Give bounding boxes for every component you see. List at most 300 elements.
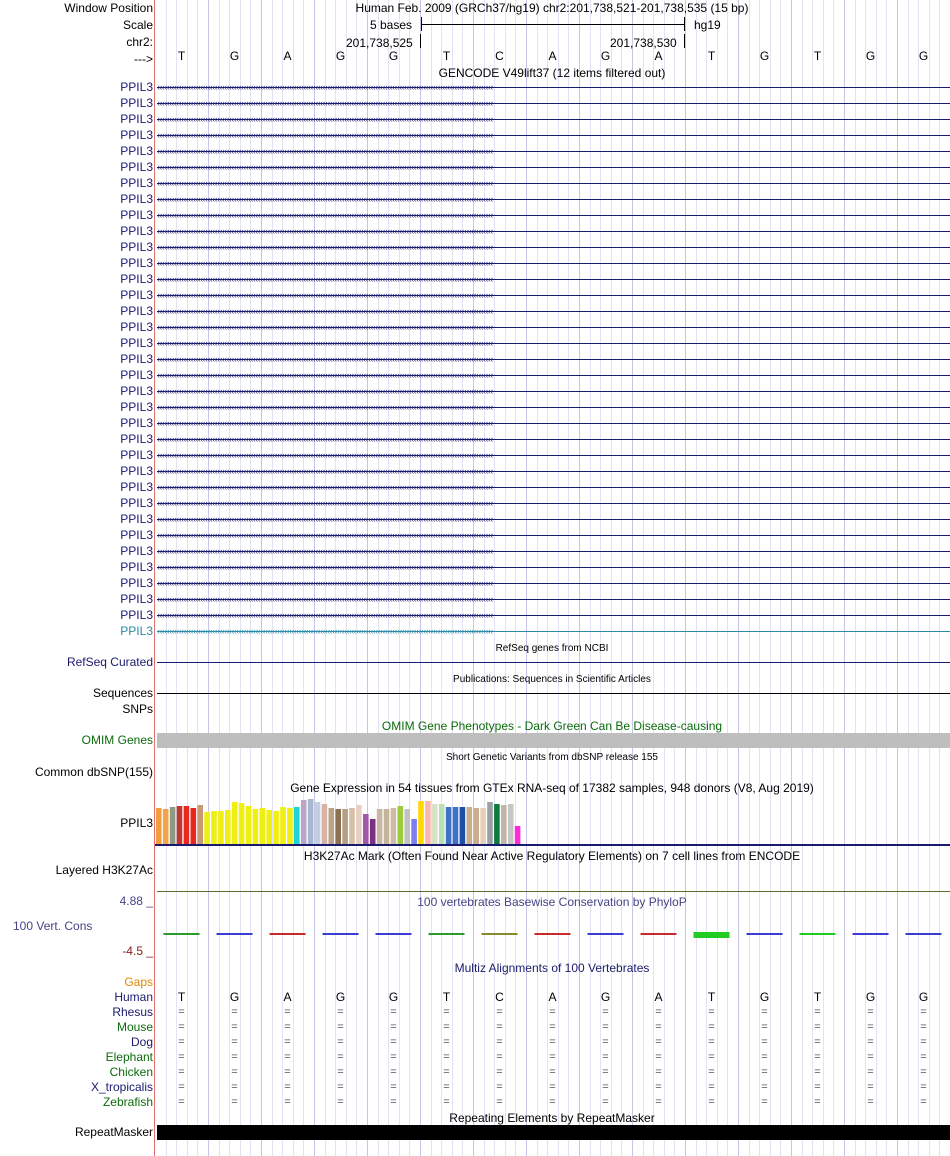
strand-arrows: ‹‹‹‹‹‹‹‹‹‹‹‹‹‹‹‹‹‹‹‹‹‹‹‹‹‹‹‹‹‹‹‹‹‹‹‹‹‹‹‹‹‹‹‹‹‹‹‹‹‹‹‹‹‹‹‹‹‹‹‹‹‹‹‹‹‹‹‹‹‹‹‹‹‹‹‹‹‹‹‹‹‹‹‹‹‹‹‹‹‹‹‹‹‹‹‹‹‹‹‹‹‹‹‹‹‹‹‹‹‹‹‹‹‹‹‹‹‹‹‹‹‹‹‹‹‹‹‹‹‹‹‹‹‹‹‹‹‹‹‹ — [157, 402, 493, 412]
gencode-transcript-label[interactable]: PPIL3 — [120, 544, 153, 558]
gtex-tissue-bar[interactable] — [204, 812, 210, 844]
phylop-base-score — [800, 933, 836, 935]
multiz-match-mark: = — [602, 1021, 609, 1033]
strand-arrow-label: ---> — [134, 52, 153, 66]
sequence-base: A — [654, 49, 663, 63]
gtex-tissue-bar[interactable] — [273, 811, 279, 844]
gtex-tissue-bar[interactable] — [232, 802, 238, 844]
multiz-match-mark: = — [814, 1051, 821, 1063]
multiz-match-mark: = — [178, 1096, 185, 1108]
multiz-match-mark: = — [814, 1066, 821, 1078]
multiz-species-label[interactable]: Mouse — [116, 1020, 153, 1034]
multiz-match-mark: = — [549, 1051, 556, 1063]
gencode-transcript-label[interactable]: PPIL3 — [120, 320, 153, 334]
multiz-match-mark: = — [708, 1021, 715, 1033]
multiz-match-mark: = — [231, 1021, 238, 1033]
scale-bases-text: 5 bases — [370, 18, 413, 32]
gtex-tissue-bar[interactable] — [370, 819, 376, 844]
strand-arrows: ‹‹‹‹‹‹‹‹‹‹‹‹‹‹‹‹‹‹‹‹‹‹‹‹‹‹‹‹‹‹‹‹‹‹‹‹‹‹‹‹‹‹‹‹‹‹‹‹‹‹‹‹‹‹‹‹‹‹‹‹‹‹‹‹‹‹‹‹‹‹‹‹‹‹‹‹‹‹‹‹‹‹‹‹‹‹‹‹‹‹‹‹‹‹‹‹‹‹‹‹‹‹‹‹‹‹‹‹‹‹‹‹‹‹‹‹‹‹‹‹‹‹‹‹‹‹‹‹‹‹‹‹‹‹‹‹‹‹‹‹ — [157, 546, 493, 556]
gencode-transcript-label[interactable]: PPIL3 — [120, 416, 153, 430]
multiz-match-mark: = — [390, 1066, 397, 1078]
gtex-tissue-bar[interactable] — [225, 810, 231, 844]
snps-track-label[interactable]: SNPs — [122, 702, 153, 716]
window-position-label: Window Position — [64, 1, 153, 15]
gtex-tissue-bar[interactable] — [377, 809, 383, 844]
multiz-match-mark: = — [761, 1081, 768, 1093]
sequence-base: T — [813, 49, 822, 63]
multiz-match-mark: = — [231, 1081, 238, 1093]
multiz-match-mark: = — [337, 1021, 344, 1033]
multiz-match-mark: = — [920, 1081, 927, 1093]
gtex-tissue-bar[interactable] — [439, 804, 445, 844]
multiz-species-label[interactable]: Human — [114, 990, 153, 1004]
multiz-species-label[interactable]: X_tropicalis — [90, 1080, 153, 1094]
multiz-match-mark: = — [337, 1036, 344, 1048]
h3k27ac-track-label[interactable]: Layered H3K27Ac — [55, 863, 153, 877]
h3k27ac-track-title: H3K27Ac Mark (Often Found Near Active Regulatory Elements) on 7 cell lines from ENCODE — [303, 849, 801, 863]
gtex-tissue-bar[interactable] — [480, 808, 486, 844]
multiz-match-mark: = — [602, 1081, 609, 1093]
gtex-tissue-bar[interactable] — [266, 810, 272, 844]
multiz-match-mark: = — [602, 1006, 609, 1018]
strand-arrows: ‹‹‹‹‹‹‹‹‹‹‹‹‹‹‹‹‹‹‹‹‹‹‹‹‹‹‹‹‹‹‹‹‹‹‹‹‹‹‹‹‹‹‹‹‹‹‹‹‹‹‹‹‹‹‹‹‹‹‹‹‹‹‹‹‹‹‹‹‹‹‹‹‹‹‹‹‹‹‹‹‹‹‹‹‹‹‹‹‹‹‹‹‹‹‹‹‹‹‹‹‹‹‹‹‹‹‹‹‹‹‹‹‹‹‹‹‹‹‹‹‹‹‹‹‹‹‹‹‹‹‹‹‹‹‹‹‹‹‹‹ — [157, 146, 493, 156]
gtex-track-label[interactable]: PPIL3 — [120, 816, 153, 830]
strand-arrows: ‹‹‹‹‹‹‹‹‹‹‹‹‹‹‹‹‹‹‹‹‹‹‹‹‹‹‹‹‹‹‹‹‹‹‹‹‹‹‹‹‹‹‹‹‹‹‹‹‹‹‹‹‹‹‹‹‹‹‹‹‹‹‹‹‹‹‹‹‹‹‹‹‹‹‹‹‹‹‹‹‹‹‹‹‹‹‹‹‹‹‹‹‹‹‹‹‹‹‹‹‹‹‹‹‹‹‹‹‹‹‹‹‹‹‹‹‹‹‹‹‹‹‹‹‹‹‹‹‹‹‹‹‹‹‹‹‹‹‹‹ — [157, 434, 493, 444]
phylop-conservation-graph[interactable] — [155, 922, 950, 948]
multiz-match-mark: = — [655, 1021, 662, 1033]
multiz-match-mark: = — [284, 1081, 291, 1093]
sequence-base: T — [442, 49, 451, 63]
gtex-tissue-bar[interactable] — [294, 807, 300, 844]
gtex-tissue-bar[interactable] — [308, 799, 314, 844]
strand-arrows: ‹‹‹‹‹‹‹‹‹‹‹‹‹‹‹‹‹‹‹‹‹‹‹‹‹‹‹‹‹‹‹‹‹‹‹‹‹‹‹‹‹‹‹‹‹‹‹‹‹‹‹‹‹‹‹‹‹‹‹‹‹‹‹‹‹‹‹‹‹‹‹‹‹‹‹‹‹‹‹‹‹‹‹‹‹‹‹‹‹‹‹‹‹‹‹‹‹‹‹‹‹‹‹‹‹‹‹‹‹‹‹‹‹‹‹‹‹‹‹‹‹‹‹‹‹‹‹‹‹‹‹‹‹‹‹‹‹‹‹‹ — [157, 322, 493, 332]
gaps-label: Gaps — [124, 975, 153, 989]
gencode-transcript-label[interactable]: PPIL3 — [120, 368, 153, 382]
phylop-base-score — [853, 933, 889, 935]
gencode-transcript-label[interactable]: PPIL3 — [120, 576, 153, 590]
multiz-match-mark: = — [708, 1066, 715, 1078]
multiz-match-mark: = — [178, 1006, 185, 1018]
gtex-baseline — [155, 844, 950, 846]
gtex-tissue-bar[interactable] — [246, 806, 252, 844]
gencode-transcript-label[interactable]: PPIL3 — [120, 176, 153, 190]
strand-arrows: ‹‹‹‹‹‹‹‹‹‹‹‹‹‹‹‹‹‹‹‹‹‹‹‹‹‹‹‹‹‹‹‹‹‹‹‹‹‹‹‹‹‹‹‹‹‹‹‹‹‹‹‹‹‹‹‹‹‹‹‹‹‹‹‹‹‹‹‹‹‹‹‹‹‹‹‹‹‹‹‹‹‹‹‹‹‹‹‹‹‹‹‹‹‹‹‹‹‹‹‹‹‹‹‹‹‹‹‹‹‹‹‹‹‹‹‹‹‹‹‹‹‹‹‹‹‹‹‹‹‹‹‹‹‹‹‹‹‹‹‹ — [157, 210, 493, 220]
multiz-human-base: T — [813, 990, 822, 1004]
multiz-human-base: A — [548, 990, 557, 1004]
gtex-tissue-bar[interactable] — [515, 826, 521, 844]
multiz-human-base: G — [865, 990, 876, 1004]
multiz-match-mark: = — [390, 1036, 397, 1048]
publications-track-line — [157, 693, 950, 694]
gtex-tissue-bar[interactable] — [391, 808, 397, 844]
sequence-base: G — [865, 49, 876, 63]
gencode-transcript-label[interactable]: PPIL3 — [120, 160, 153, 174]
gtex-tissue-bar[interactable] — [398, 806, 404, 844]
multiz-match-mark: = — [920, 1051, 927, 1063]
phylop-min-label: -4.5 _ — [122, 944, 153, 958]
gtex-tissue-bar[interactable] — [301, 800, 307, 844]
multiz-match-mark: = — [602, 1066, 609, 1078]
multiz-match-mark: = — [284, 1021, 291, 1033]
multiz-match-mark: = — [761, 1066, 768, 1078]
gencode-transcript-label[interactable]: PPIL3 — [120, 336, 153, 350]
phylop-base-score — [482, 933, 518, 935]
gencode-transcript-label[interactable]: PPIL3 — [120, 432, 153, 446]
strand-arrows: ‹‹‹‹‹‹‹‹‹‹‹‹‹‹‹‹‹‹‹‹‹‹‹‹‹‹‹‹‹‹‹‹‹‹‹‹‹‹‹‹‹‹‹‹‹‹‹‹‹‹‹‹‹‹‹‹‹‹‹‹‹‹‹‹‹‹‹‹‹‹‹‹‹‹‹‹‹‹‹‹‹‹‹‹‹‹‹‹‹‹‹‹‹‹‹‹‹‹‹‹‹‹‹‹‹‹‹‹‹‹‹‹‹‹‹‹‹‹‹‹‹‹‹‹‹‹‹‹‹‹‹‹‹‹‹‹‹‹‹‹ — [157, 306, 493, 316]
multiz-match-mark: = — [549, 1006, 556, 1018]
dbsnp-track-label[interactable]: Common dbSNP(155) — [34, 765, 153, 779]
scale-bar-left-tick — [421, 17, 422, 31]
phylop-base-score — [429, 933, 465, 935]
multiz-match-mark: = — [602, 1096, 609, 1108]
multiz-match-mark: = — [496, 1096, 503, 1108]
gencode-transcript-label[interactable]: PPIL3 — [120, 528, 153, 542]
strand-arrows: ‹‹‹‹‹‹‹‹‹‹‹‹‹‹‹‹‹‹‹‹‹‹‹‹‹‹‹‹‹‹‹‹‹‹‹‹‹‹‹‹‹‹‹‹‹‹‹‹‹‹‹‹‹‹‹‹‹‹‹‹‹‹‹‹‹‹‹‹‹‹‹‹‹‹‹‹‹‹‹‹‹‹‹‹‹‹‹‹‹‹‹‹‹‹‹‹‹‹‹‹‹‹‹‹‹‹‹‹‹‹‹‹‹‹‹‹‹‹‹‹‹‹‹‹‹‹‹‹‹‹‹‹‹‹‹‹‹‹‹‹ — [157, 626, 493, 636]
multiz-match-mark: = — [337, 1006, 344, 1018]
position-right-tick — [684, 34, 685, 48]
multiz-match-mark: = — [496, 1006, 503, 1018]
multiz-match-mark: = — [178, 1036, 185, 1048]
phylop-track-label[interactable]: 100 Vert. Cons — [13, 919, 93, 933]
multiz-match-mark: = — [655, 1081, 662, 1093]
multiz-human-base: G — [229, 990, 240, 1004]
multiz-human-base: G — [335, 990, 346, 1004]
strand-arrows: ‹‹‹‹‹‹‹‹‹‹‹‹‹‹‹‹‹‹‹‹‹‹‹‹‹‹‹‹‹‹‹‹‹‹‹‹‹‹‹‹‹‹‹‹‹‹‹‹‹‹‹‹‹‹‹‹‹‹‹‹‹‹‹‹‹‹‹‹‹‹‹‹‹‹‹‹‹‹‹‹‹‹‹‹‹‹‹‹‹‹‹‹‹‹‹‹‹‹‹‹‹‹‹‹‹‹‹‹‹‹‹‹‹‹‹‹‹‹‹‹‹‹‹‹‹‹‹‹‹‹‹‹‹‹‹‹‹‹‹‹ — [157, 162, 493, 172]
refseq-track-title: RefSeq genes from NCBI — [495, 643, 609, 654]
scale-bar-right-tick — [684, 17, 685, 31]
multiz-match-mark: = — [708, 1051, 715, 1063]
strand-arrows: ‹‹‹‹‹‹‹‹‹‹‹‹‹‹‹‹‹‹‹‹‹‹‹‹‹‹‹‹‹‹‹‹‹‹‹‹‹‹‹‹‹‹‹‹‹‹‹‹‹‹‹‹‹‹‹‹‹‹‹‹‹‹‹‹‹‹‹‹‹‹‹‹‹‹‹‹‹‹‹‹‹‹‹‹‹‹‹‹‹‹‹‹‹‹‹‹‹‹‹‹‹‹‹‹‹‹‹‹‹‹‹‹‹‹‹‹‹‹‹‹‹‹‹‹‹‹‹‹‹‹‹‹‹‹‹‹‹‹‹‹ — [157, 450, 493, 460]
multiz-match-mark: = — [814, 1006, 821, 1018]
multiz-track-title: Multiz Alignments of 100 Vertebrates — [454, 961, 650, 975]
multiz-match-mark: = — [549, 1096, 556, 1108]
gtex-expression-chart[interactable] — [155, 796, 950, 848]
multiz-match-mark: = — [761, 1006, 768, 1018]
repeatmasker-track-label[interactable]: RepeatMasker — [74, 1125, 153, 1139]
gencode-transcript-label[interactable]: PPIL3 — [120, 192, 153, 206]
gtex-tissue-bar[interactable] — [211, 811, 217, 844]
gtex-tissue-bar[interactable] — [446, 807, 452, 844]
strand-arrows: ‹‹‹‹‹‹‹‹‹‹‹‹‹‹‹‹‹‹‹‹‹‹‹‹‹‹‹‹‹‹‹‹‹‹‹‹‹‹‹‹‹‹‹‹‹‹‹‹‹‹‹‹‹‹‹‹‹‹‹‹‹‹‹‹‹‹‹‹‹‹‹‹‹‹‹‹‹‹‹‹‹‹‹‹‹‹‹‹‹‹‹‹‹‹‹‹‹‹‹‹‹‹‹‹‹‹‹‹‹‹‹‹‹‹‹‹‹‹‹‹‹‹‹‹‹‹‹‹‹‹‹‹‹‹‹‹‹‹‹‹ — [157, 578, 493, 588]
multiz-human-base: A — [283, 990, 292, 1004]
position-right-text: 201,738,530 — [610, 36, 677, 50]
sequence-base: G — [335, 49, 346, 63]
multiz-match-mark: = — [284, 1036, 291, 1048]
gencode-transcript-label[interactable]: PPIL3 — [120, 352, 153, 366]
gencode-transcript-label[interactable]: PPIL3 — [120, 144, 153, 158]
sequence-base: G — [600, 49, 611, 63]
strand-arrows: ‹‹‹‹‹‹‹‹‹‹‹‹‹‹‹‹‹‹‹‹‹‹‹‹‹‹‹‹‹‹‹‹‹‹‹‹‹‹‹‹‹‹‹‹‹‹‹‹‹‹‹‹‹‹‹‹‹‹‹‹‹‹‹‹‹‹‹‹‹‹‹‹‹‹‹‹‹‹‹‹‹‹‹‹‹‹‹‹‹‹‹‹‹‹‹‹‹‹‹‹‹‹‹‹‹‹‹‹‹‹‹‹‹‹‹‹‹‹‹‹‹‹‹‹‹‹‹‹‹‹‹‹‹‹‹‹‹‹‹‹ — [157, 530, 493, 540]
strand-arrows: ‹‹‹‹‹‹‹‹‹‹‹‹‹‹‹‹‹‹‹‹‹‹‹‹‹‹‹‹‹‹‹‹‹‹‹‹‹‹‹‹‹‹‹‹‹‹‹‹‹‹‹‹‹‹‹‹‹‹‹‹‹‹‹‹‹‹‹‹‹‹‹‹‹‹‹‹‹‹‹‹‹‹‹‹‹‹‹‹‹‹‹‹‹‹‹‹‹‹‹‹‹‹‹‹‹‹‹‹‹‹‹‹‹‹‹‹‹‹‹‹‹‹‹‹‹‹‹‹‹‹‹‹‹‹‹‹‹‹‹‹ — [157, 610, 493, 620]
gencode-transcript-label[interactable]: PPIL3 — [120, 400, 153, 414]
gtex-tissue-bar[interactable] — [315, 802, 321, 844]
assembly-position-title: Human Feb. 2009 (GRCh37/hg19) chr2:201,738,521-201,738,535 (15 bp) — [355, 1, 749, 15]
h3k27ac-baseline — [157, 891, 950, 892]
phylop-base-score — [641, 933, 677, 935]
gtex-tissue-bar[interactable] — [342, 809, 348, 844]
multiz-match-mark: = — [814, 1036, 821, 1048]
multiz-match-mark: = — [178, 1081, 185, 1093]
multiz-match-mark: = — [231, 1096, 238, 1108]
strand-arrows: ‹‹‹‹‹‹‹‹‹‹‹‹‹‹‹‹‹‹‹‹‹‹‹‹‹‹‹‹‹‹‹‹‹‹‹‹‹‹‹‹‹‹‹‹‹‹‹‹‹‹‹‹‹‹‹‹‹‹‹‹‹‹‹‹‹‹‹‹‹‹‹‹‹‹‹‹‹‹‹‹‹‹‹‹‹‹‹‹‹‹‹‹‹‹‹‹‹‹‹‹‹‹‹‹‹‹‹‹‹‹‹‹‹‹‹‹‹‹‹‹‹‹‹‹‹‹‹‹‹‹‹‹‹‹‹‹‹‹‹‹ — [157, 274, 493, 284]
multiz-match-mark: = — [549, 1066, 556, 1078]
multiz-species-label[interactable]: Zebrafish — [102, 1095, 153, 1109]
strand-arrows: ‹‹‹‹‹‹‹‹‹‹‹‹‹‹‹‹‹‹‹‹‹‹‹‹‹‹‹‹‹‹‹‹‹‹‹‹‹‹‹‹‹‹‹‹‹‹‹‹‹‹‹‹‹‹‹‹‹‹‹‹‹‹‹‹‹‹‹‹‹‹‹‹‹‹‹‹‹‹‹‹‹‹‹‹‹‹‹‹‹‹‹‹‹‹‹‹‹‹‹‹‹‹‹‹‹‹‹‹‹‹‹‹‹‹‹‹‹‹‹‹‹‹‹‹‹‹‹‹‹‹‹‹‹‹‹‹‹‹‹‹ — [157, 98, 493, 108]
multiz-match-mark: = — [655, 1051, 662, 1063]
gencode-transcript-label[interactable]: PPIL3 — [120, 608, 153, 622]
multiz-match-mark: = — [496, 1036, 503, 1048]
gencode-transcript-label[interactable]: PPIL3 — [120, 592, 153, 606]
sequence-base: A — [548, 49, 557, 63]
strand-arrows: ‹‹‹‹‹‹‹‹‹‹‹‹‹‹‹‹‹‹‹‹‹‹‹‹‹‹‹‹‹‹‹‹‹‹‹‹‹‹‹‹‹‹‹‹‹‹‹‹‹‹‹‹‹‹‹‹‹‹‹‹‹‹‹‹‹‹‹‹‹‹‹‹‹‹‹‹‹‹‹‹‹‹‹‹‹‹‹‹‹‹‹‹‹‹‹‹‹‹‹‹‹‹‹‹‹‹‹‹‹‹‹‹‹‹‹‹‹‹‹‹‹‹‹‹‹‹‹‹‹‹‹‹‹‹‹‹‹‹‹‹ — [157, 82, 493, 92]
sequence-base: T — [177, 49, 186, 63]
phylop-base-score — [747, 933, 783, 935]
multiz-match-mark: = — [867, 1006, 874, 1018]
gencode-transcript-label[interactable]: PPIL3 — [120, 128, 153, 142]
gtex-tissue-bar[interactable] — [404, 809, 410, 844]
strand-arrows: ‹‹‹‹‹‹‹‹‹‹‹‹‹‹‹‹‹‹‹‹‹‹‹‹‹‹‹‹‹‹‹‹‹‹‹‹‹‹‹‹‹‹‹‹‹‹‹‹‹‹‹‹‹‹‹‹‹‹‹‹‹‹‹‹‹‹‹‹‹‹‹‹‹‹‹‹‹‹‹‹‹‹‹‹‹‹‹‹‹‹‹‹‹‹‹‹‹‹‹‹‹‹‹‹‹‹‹‹‹‹‹‹‹‹‹‹‹‹‹‹‹‹‹‹‹‹‹‹‹‹‹‹‹‹‹‹‹‹‹‹ — [157, 178, 493, 188]
gtex-tissue-bar[interactable] — [467, 807, 473, 844]
multiz-match-mark: = — [655, 1036, 662, 1048]
dbsnp-track-title: Short Genetic Variants from dbSNP release 155 — [446, 752, 658, 763]
strand-arrows: ‹‹‹‹‹‹‹‹‹‹‹‹‹‹‹‹‹‹‹‹‹‹‹‹‹‹‹‹‹‹‹‹‹‹‹‹‹‹‹‹‹‹‹‹‹‹‹‹‹‹‹‹‹‹‹‹‹‹‹‹‹‹‹‹‹‹‹‹‹‹‹‹‹‹‹‹‹‹‹‹‹‹‹‹‹‹‹‹‹‹‹‹‹‹‹‹‹‹‹‹‹‹‹‹‹‹‹‹‹‹‹‹‹‹‹‹‹‹‹‹‹‹‹‹‹‹‹‹‹‹‹‹‹‹‹‹‹‹‹‹ — [157, 354, 493, 364]
multiz-match-mark: = — [549, 1081, 556, 1093]
multiz-match-mark: = — [708, 1006, 715, 1018]
gtex-tissue-bar[interactable] — [329, 808, 335, 844]
multiz-match-mark: = — [178, 1021, 185, 1033]
refseq-track-line — [157, 662, 950, 663]
strand-arrows: ‹‹‹‹‹‹‹‹‹‹‹‹‹‹‹‹‹‹‹‹‹‹‹‹‹‹‹‹‹‹‹‹‹‹‹‹‹‹‹‹‹‹‹‹‹‹‹‹‹‹‹‹‹‹‹‹‹‹‹‹‹‹‹‹‹‹‹‹‹‹‹‹‹‹‹‹‹‹‹‹‹‹‹‹‹‹‹‹‹‹‹‹‹‹‹‹‹‹‹‹‹‹‹‹‹‹‹‹‹‹‹‹‹‹‹‹‹‹‹‹‹‹‹‹‹‹‹‹‹‹‹‹‹‹‹‹‹‹‹‹ — [157, 498, 493, 508]
gtex-tissue-bar[interactable] — [177, 806, 183, 844]
strand-arrows: ‹‹‹‹‹‹‹‹‹‹‹‹‹‹‹‹‹‹‹‹‹‹‹‹‹‹‹‹‹‹‹‹‹‹‹‹‹‹‹‹‹‹‹‹‹‹‹‹‹‹‹‹‹‹‹‹‹‹‹‹‹‹‹‹‹‹‹‹‹‹‹‹‹‹‹‹‹‹‹‹‹‹‹‹‹‹‹‹‹‹‹‹‹‹‹‹‹‹‹‹‹‹‹‹‹‹‹‹‹‹‹‹‹‹‹‹‹‹‹‹‹‹‹‹‹‹‹‹‹‹‹‹‹‹‹‹‹‹‹‹ — [157, 242, 493, 252]
phylop-base-score — [164, 933, 200, 935]
gtex-track-title: Gene Expression in 54 tissues from GTEx RNA-seq of 17382 samples, 948 donors (V8, Aug 2019) — [290, 781, 814, 795]
publications-track-label[interactable]: Sequences — [92, 686, 153, 700]
gencode-transcript-label[interactable]: PPIL3 — [120, 624, 153, 638]
strand-arrows: ‹‹‹‹‹‹‹‹‹‹‹‹‹‹‹‹‹‹‹‹‹‹‹‹‹‹‹‹‹‹‹‹‹‹‹‹‹‹‹‹‹‹‹‹‹‹‹‹‹‹‹‹‹‹‹‹‹‹‹‹‹‹‹‹‹‹‹‹‹‹‹‹‹‹‹‹‹‹‹‹‹‹‹‹‹‹‹‹‹‹‹‹‹‹‹‹‹‹‹‹‹‹‹‹‹‹‹‹‹‹‹‹‹‹‹‹‹‹‹‹‹‹‹‹‹‹‹‹‹‹‹‹‹‹‹‹‹‹‹‹ — [157, 114, 493, 124]
strand-arrows: ‹‹‹‹‹‹‹‹‹‹‹‹‹‹‹‹‹‹‹‹‹‹‹‹‹‹‹‹‹‹‹‹‹‹‹‹‹‹‹‹‹‹‹‹‹‹‹‹‹‹‹‹‹‹‹‹‹‹‹‹‹‹‹‹‹‹‹‹‹‹‹‹‹‹‹‹‹‹‹‹‹‹‹‹‹‹‹‹‹‹‹‹‹‹‹‹‹‹‹‹‹‹‹‹‹‹‹‹‹‹‹‹‹‹‹‹‹‹‹‹‹‹‹‹‹‹‹‹‹‹‹‹‹‹‹‹‹‹‹‹ — [157, 386, 493, 396]
gtex-tissue-bar[interactable] — [239, 803, 245, 844]
multiz-match-mark: = — [390, 1081, 397, 1093]
multiz-match-mark: = — [337, 1096, 344, 1108]
gtex-tissue-bar[interactable] — [453, 807, 459, 844]
multiz-human-base: G — [759, 990, 770, 1004]
repeatmasker-track-title: Repeating Elements by RepeatMasker — [449, 1111, 655, 1125]
gtex-tissue-bar[interactable] — [473, 808, 479, 844]
gtex-tissue-bar[interactable] — [349, 808, 355, 844]
gencode-transcript-label[interactable]: PPIL3 — [120, 512, 153, 526]
gtex-tissue-bar[interactable] — [460, 807, 466, 844]
multiz-match-mark: = — [284, 1066, 291, 1078]
multiz-match-mark: = — [708, 1036, 715, 1048]
multiz-match-mark: = — [231, 1036, 238, 1048]
multiz-species-label[interactable]: Chicken — [109, 1065, 153, 1079]
multiz-match-mark: = — [231, 1051, 238, 1063]
gtex-tissue-bar[interactable] — [253, 809, 259, 844]
gtex-tissue-bar[interactable] — [356, 805, 362, 844]
phylop-base-score — [694, 932, 730, 938]
multiz-species-label[interactable]: Dog — [130, 1035, 153, 1049]
gtex-tissue-bar[interactable] — [384, 809, 390, 844]
gencode-transcript-label[interactable]: PPIL3 — [120, 448, 153, 462]
gtex-tissue-bar[interactable] — [287, 808, 293, 844]
multiz-match-mark: = — [178, 1051, 185, 1063]
multiz-match-mark: = — [390, 1096, 397, 1108]
multiz-match-mark: = — [920, 1021, 927, 1033]
gtex-tissue-bar[interactable] — [260, 808, 266, 844]
gencode-transcript-label[interactable]: PPIL3 — [120, 304, 153, 318]
multiz-match-mark: = — [655, 1006, 662, 1018]
gtex-tissue-bar[interactable] — [156, 808, 162, 844]
multiz-match-mark: = — [814, 1096, 821, 1108]
phylop-base-score — [323, 933, 359, 935]
multiz-human-base: G — [918, 990, 929, 1004]
gtex-tissue-bar[interactable] — [411, 819, 417, 844]
position-left-tick — [420, 34, 421, 48]
multiz-human-base: T — [177, 990, 186, 1004]
multiz-match-mark: = — [920, 1006, 927, 1018]
gtex-tissue-bar[interactable] — [280, 807, 286, 844]
gtex-tissue-bar[interactable] — [501, 805, 507, 844]
gencode-transcript-label[interactable]: PPIL3 — [120, 112, 153, 126]
omim-gene-bar[interactable] — [157, 733, 950, 748]
multiz-human-base: C — [495, 990, 504, 1004]
multiz-match-mark: = — [390, 1021, 397, 1033]
phylop-base-score — [535, 933, 571, 935]
gtex-tissue-bar[interactable] — [425, 801, 431, 844]
sequence-base: G — [759, 49, 770, 63]
strand-arrows: ‹‹‹‹‹‹‹‹‹‹‹‹‹‹‹‹‹‹‹‹‹‹‹‹‹‹‹‹‹‹‹‹‹‹‹‹‹‹‹‹‹‹‹‹‹‹‹‹‹‹‹‹‹‹‹‹‹‹‹‹‹‹‹‹‹‹‹‹‹‹‹‹‹‹‹‹‹‹‹‹‹‹‹‹‹‹‹‹‹‹‹‹‹‹‹‹‹‹‹‹‹‹‹‹‹‹‹‹‹‹‹‹‹‹‹‹‹‹‹‹‹‹‹‹‹‹‹‹‹‹‹‹‹‹‹‹‹‹‹‹ — [157, 562, 493, 572]
multiz-match-mark: = — [284, 1051, 291, 1063]
multiz-match-mark: = — [284, 1006, 291, 1018]
gtex-tissue-bar[interactable] — [170, 807, 176, 844]
multiz-match-mark: = — [761, 1051, 768, 1063]
sequence-base: G — [918, 49, 929, 63]
gtex-tissue-bar[interactable] — [191, 808, 197, 844]
multiz-match-mark: = — [867, 1066, 874, 1078]
gencode-transcript-label[interactable]: PPIL3 — [120, 256, 153, 270]
scale-label: Scale — [122, 18, 153, 32]
gtex-tissue-bar[interactable] — [487, 802, 493, 844]
multiz-match-mark: = — [920, 1096, 927, 1108]
strand-arrows: ‹‹‹‹‹‹‹‹‹‹‹‹‹‹‹‹‹‹‹‹‹‹‹‹‹‹‹‹‹‹‹‹‹‹‹‹‹‹‹‹‹‹‹‹‹‹‹‹‹‹‹‹‹‹‹‹‹‹‹‹‹‹‹‹‹‹‹‹‹‹‹‹‹‹‹‹‹‹‹‹‹‹‹‹‹‹‹‹‹‹‹‹‹‹‹‹‹‹‹‹‹‹‹‹‹‹‹‹‹‹‹‹‹‹‹‹‹‹‹‹‹‹‹‹‹‹‹‹‹‹‹‹‹‹‹‹‹‹‹‹ — [157, 370, 493, 380]
gencode-transcript-label[interactable]: PPIL3 — [120, 496, 153, 510]
multiz-match-mark: = — [549, 1036, 556, 1048]
multiz-match-mark: = — [443, 1051, 450, 1063]
strand-arrows: ‹‹‹‹‹‹‹‹‹‹‹‹‹‹‹‹‹‹‹‹‹‹‹‹‹‹‹‹‹‹‹‹‹‹‹‹‹‹‹‹‹‹‹‹‹‹‹‹‹‹‹‹‹‹‹‹‹‹‹‹‹‹‹‹‹‹‹‹‹‹‹‹‹‹‹‹‹‹‹‹‹‹‹‹‹‹‹‹‹‹‹‹‹‹‹‹‹‹‹‹‹‹‹‹‹‹‹‹‹‹‹‹‹‹‹‹‹‹‹‹‹‹‹‹‹‹‹‹‹‹‹‹‹‹‹‹‹‹‹‹ — [157, 226, 493, 236]
multiz-match-mark: = — [178, 1066, 185, 1078]
multiz-match-mark: = — [231, 1006, 238, 1018]
multiz-match-mark: = — [284, 1096, 291, 1108]
gencode-transcript-label[interactable]: PPIL3 — [120, 464, 153, 478]
gencode-transcript-label[interactable]: PPIL3 — [120, 384, 153, 398]
gtex-tissue-bar[interactable] — [335, 809, 341, 844]
gencode-transcript-label[interactable]: PPIL3 — [120, 560, 153, 574]
multiz-match-mark: = — [337, 1066, 344, 1078]
strand-arrows: ‹‹‹‹‹‹‹‹‹‹‹‹‹‹‹‹‹‹‹‹‹‹‹‹‹‹‹‹‹‹‹‹‹‹‹‹‹‹‹‹‹‹‹‹‹‹‹‹‹‹‹‹‹‹‹‹‹‹‹‹‹‹‹‹‹‹‹‹‹‹‹‹‹‹‹‹‹‹‹‹‹‹‹‹‹‹‹‹‹‹‹‹‹‹‹‹‹‹‹‹‹‹‹‹‹‹‹‹‹‹‹‹‹‹‹‹‹‹‹‹‹‹‹‹‹‹‹‹‹‹‹‹‹‹‹‹‹‹‹‹ — [157, 482, 493, 492]
multiz-match-mark: = — [443, 1036, 450, 1048]
refseq-track-label[interactable]: RefSeq Curated — [66, 655, 153, 669]
strand-arrows: ‹‹‹‹‹‹‹‹‹‹‹‹‹‹‹‹‹‹‹‹‹‹‹‹‹‹‹‹‹‹‹‹‹‹‹‹‹‹‹‹‹‹‹‹‹‹‹‹‹‹‹‹‹‹‹‹‹‹‹‹‹‹‹‹‹‹‹‹‹‹‹‹‹‹‹‹‹‹‹‹‹‹‹‹‹‹‹‹‹‹‹‹‹‹‹‹‹‹‹‹‹‹‹‹‹‹‹‹‹‹‹‹‹‹‹‹‹‹‹‹‹‹‹‹‹‹‹‹‹‹‹‹‹‹‹‹‹‹‹‹ — [157, 338, 493, 348]
gencode-transcript-label[interactable]: PPIL3 — [120, 96, 153, 110]
multiz-match-mark: = — [231, 1066, 238, 1078]
multiz-match-mark: = — [708, 1096, 715, 1108]
multiz-match-mark: = — [761, 1096, 768, 1108]
multiz-match-mark: = — [390, 1006, 397, 1018]
multiz-match-mark: = — [867, 1036, 874, 1048]
multiz-species-label[interactable]: Elephant — [105, 1050, 153, 1064]
multiz-match-mark: = — [496, 1021, 503, 1033]
gtex-tissue-bar[interactable] — [184, 806, 190, 844]
sequence-base: A — [283, 49, 292, 63]
gtex-tissue-bar[interactable] — [508, 804, 514, 844]
multiz-match-mark: = — [337, 1051, 344, 1063]
multiz-match-mark: = — [443, 1021, 450, 1033]
phylop-max-label: 4.88 _ — [119, 894, 153, 908]
gtex-tissue-bar[interactable] — [363, 814, 369, 844]
multiz-match-mark: = — [814, 1081, 821, 1093]
phylop-base-score — [588, 933, 624, 935]
repeatmasker-bar[interactable] — [157, 1125, 950, 1140]
multiz-match-mark: = — [496, 1081, 503, 1093]
gencode-transcript-label[interactable]: PPIL3 — [120, 480, 153, 494]
gtex-tissue-bar[interactable] — [432, 804, 438, 844]
gencode-transcript-label[interactable]: PPIL3 — [120, 80, 153, 94]
multiz-human-base: T — [707, 990, 716, 1004]
scale-db-text: hg19 — [694, 18, 721, 32]
gencode-transcript-label[interactable]: PPIL3 — [120, 224, 153, 238]
multiz-match-mark: = — [443, 1066, 450, 1078]
multiz-match-mark: = — [496, 1066, 503, 1078]
gencode-transcript-label[interactable]: PPIL3 — [120, 240, 153, 254]
multiz-match-mark: = — [390, 1051, 397, 1063]
multiz-match-mark: = — [920, 1036, 927, 1048]
multiz-match-mark: = — [867, 1081, 874, 1093]
multiz-match-mark: = — [549, 1021, 556, 1033]
omim-track-label[interactable]: OMIM Genes — [81, 733, 153, 747]
chrom-label: chr2: — [126, 35, 153, 49]
multiz-human-base: G — [600, 990, 611, 1004]
multiz-match-mark: = — [867, 1021, 874, 1033]
multiz-match-mark: = — [443, 1096, 450, 1108]
gtex-tissue-bar[interactable] — [197, 805, 203, 844]
phylop-base-score — [270, 933, 306, 935]
strand-arrows: ‹‹‹‹‹‹‹‹‹‹‹‹‹‹‹‹‹‹‹‹‹‹‹‹‹‹‹‹‹‹‹‹‹‹‹‹‹‹‹‹‹‹‹‹‹‹‹‹‹‹‹‹‹‹‹‹‹‹‹‹‹‹‹‹‹‹‹‹‹‹‹‹‹‹‹‹‹‹‹‹‹‹‹‹‹‹‹‹‹‹‹‹‹‹‹‹‹‹‹‹‹‹‹‹‹‹‹‹‹‹‹‹‹‹‹‹‹‹‹‹‹‹‹‹‹‹‹‹‹‹‹‹‹‹‹‹‹‹‹‹ — [157, 594, 493, 604]
sequence-base: G — [388, 49, 399, 63]
multiz-match-mark: = — [867, 1051, 874, 1063]
gtex-tissue-bar[interactable] — [163, 809, 169, 844]
multiz-match-mark: = — [602, 1036, 609, 1048]
strand-arrows: ‹‹‹‹‹‹‹‹‹‹‹‹‹‹‹‹‹‹‹‹‹‹‹‹‹‹‹‹‹‹‹‹‹‹‹‹‹‹‹‹‹‹‹‹‹‹‹‹‹‹‹‹‹‹‹‹‹‹‹‹‹‹‹‹‹‹‹‹‹‹‹‹‹‹‹‹‹‹‹‹‹‹‹‹‹‹‹‹‹‹‹‹‹‹‹‹‹‹‹‹‹‹‹‹‹‹‹‹‹‹‹‹‹‹‹‹‹‹‹‹‹‹‹‹‹‹‹‹‹‹‹‹‹‹‹‹‹‹‹‹ — [157, 258, 493, 268]
gtex-tissue-bar[interactable] — [418, 801, 424, 844]
gtex-tissue-bar[interactable] — [322, 804, 328, 844]
gtex-tissue-bar[interactable] — [218, 811, 224, 844]
strand-arrows: ‹‹‹‹‹‹‹‹‹‹‹‹‹‹‹‹‹‹‹‹‹‹‹‹‹‹‹‹‹‹‹‹‹‹‹‹‹‹‹‹‹‹‹‹‹‹‹‹‹‹‹‹‹‹‹‹‹‹‹‹‹‹‹‹‹‹‹‹‹‹‹‹‹‹‹‹‹‹‹‹‹‹‹‹‹‹‹‹‹‹‹‹‹‹‹‹‹‹‹‹‹‹‹‹‹‹‹‹‹‹‹‹‹‹‹‹‹‹‹‹‹‹‹‹‹‹‹‹‹‹‹‹‹‹‹‹‹‹‹‹ — [157, 130, 493, 140]
multiz-species-label[interactable]: Rhesus — [112, 1005, 153, 1019]
gencode-transcript-label[interactable]: PPIL3 — [120, 208, 153, 222]
sequence-base: T — [707, 49, 716, 63]
gtex-tissue-bar[interactable] — [494, 804, 500, 844]
multiz-match-mark: = — [761, 1021, 768, 1033]
omim-track-title: OMIM Gene Phenotypes - Dark Green Can Be Disease-causing — [381, 719, 723, 733]
gencode-transcript-label[interactable]: PPIL3 — [120, 288, 153, 302]
strand-arrows: ‹‹‹‹‹‹‹‹‹‹‹‹‹‹‹‹‹‹‹‹‹‹‹‹‹‹‹‹‹‹‹‹‹‹‹‹‹‹‹‹‹‹‹‹‹‹‹‹‹‹‹‹‹‹‹‹‹‹‹‹‹‹‹‹‹‹‹‹‹‹‹‹‹‹‹‹‹‹‹‹‹‹‹‹‹‹‹‹‹‹‹‹‹‹‹‹‹‹‹‹‹‹‹‹‹‹‹‹‹‹‹‹‹‹‹‹‹‹‹‹‹‹‹‹‹‹‹‹‹‹‹‹‹‹‹‹‹‹‹‹ — [157, 194, 493, 204]
strand-arrows: ‹‹‹‹‹‹‹‹‹‹‹‹‹‹‹‹‹‹‹‹‹‹‹‹‹‹‹‹‹‹‹‹‹‹‹‹‹‹‹‹‹‹‹‹‹‹‹‹‹‹‹‹‹‹‹‹‹‹‹‹‹‹‹‹‹‹‹‹‹‹‹‹‹‹‹‹‹‹‹‹‹‹‹‹‹‹‹‹‹‹‹‹‹‹‹‹‹‹‹‹‹‹‹‹‹‹‹‹‹‹‹‹‹‹‹‹‹‹‹‹‹‹‹‹‹‹‹‹‹‹‹‹‹‹‹‹‹‹‹‹ — [157, 290, 493, 300]
multiz-match-mark: = — [708, 1081, 715, 1093]
gencode-transcript-label[interactable]: PPIL3 — [120, 272, 153, 286]
position-left-text: 201,738,525 — [346, 36, 413, 50]
multiz-match-mark: = — [337, 1081, 344, 1093]
